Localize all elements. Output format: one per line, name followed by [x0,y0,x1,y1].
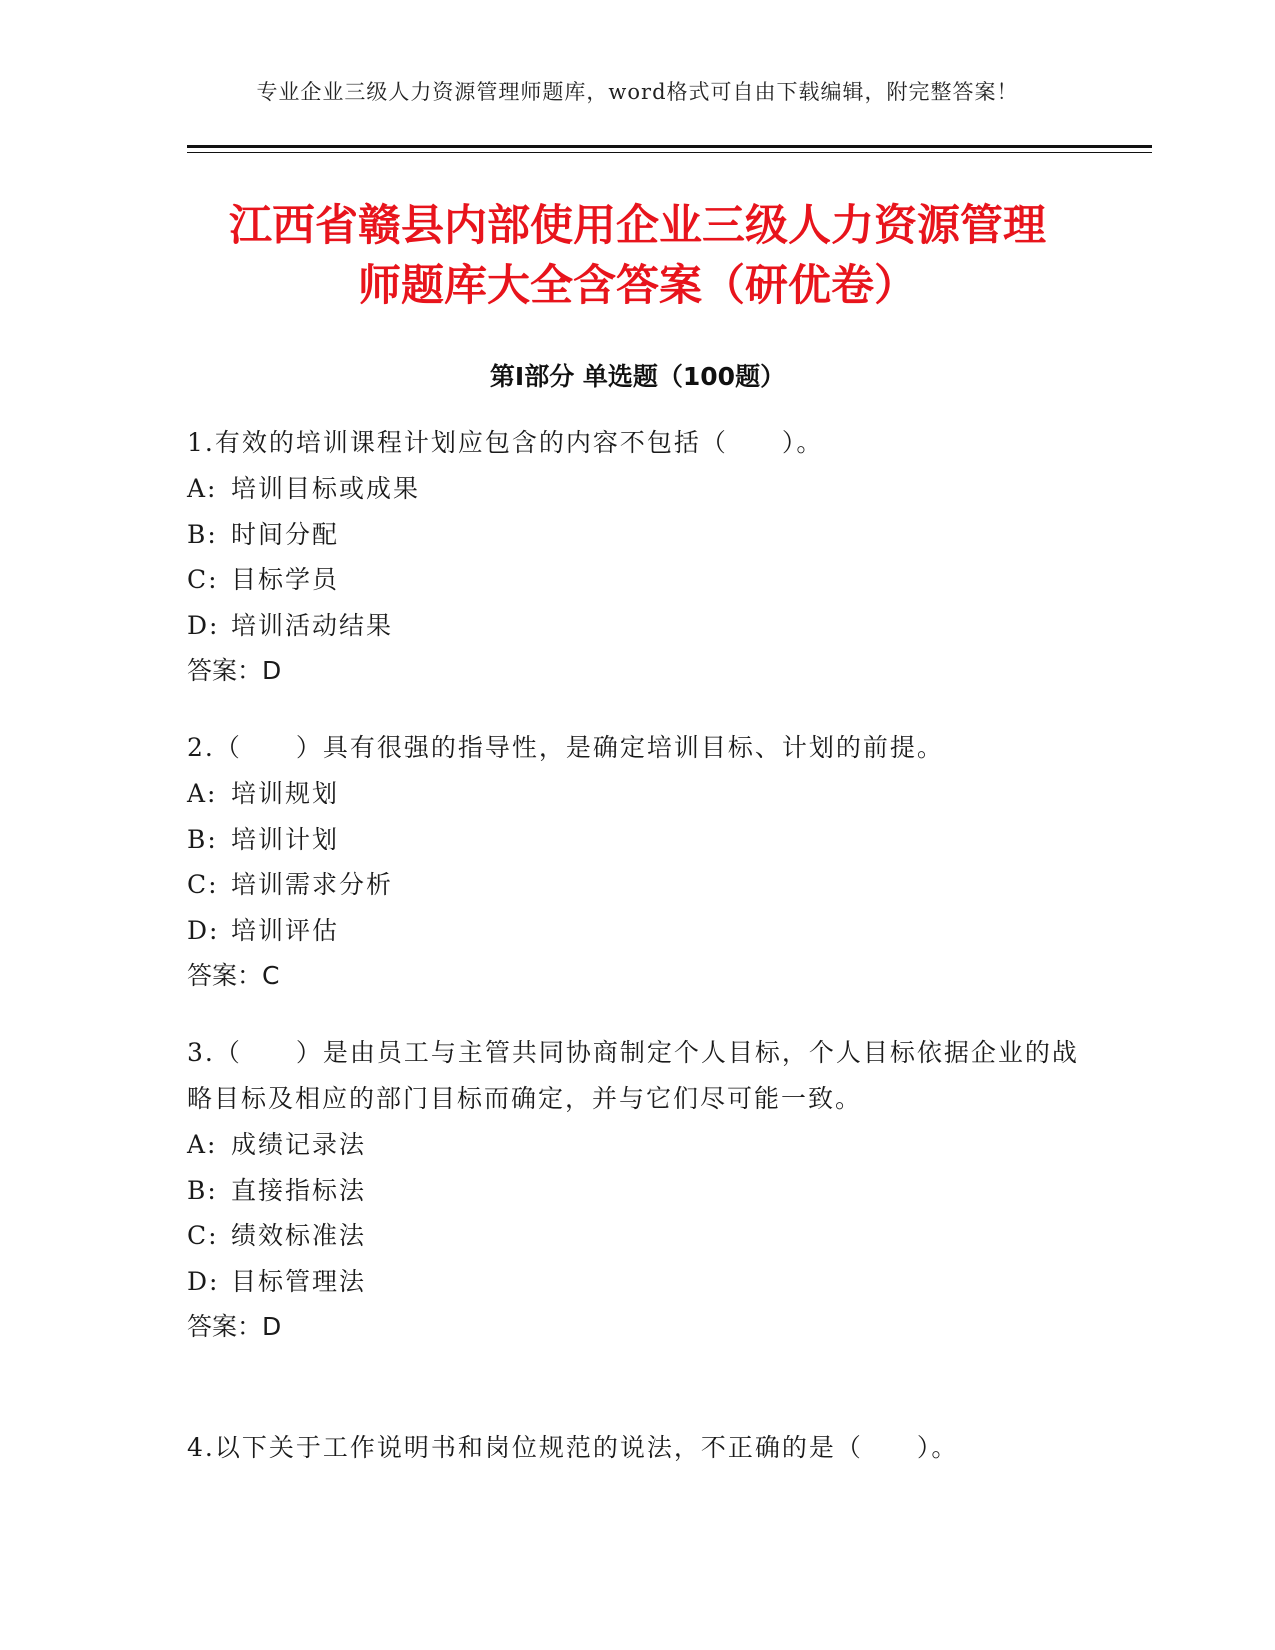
option-text: 培训活动结果 [231,610,394,640]
option-text: 绩效标准法 [231,1221,367,1250]
question-3 [187,1030,1087,1350]
option-c [187,1213,1087,1259]
question-stem: 4.以下关于工作说明书和岗位规范的说法，不正确的是（ ）。 [187,1433,959,1462]
option-key: B: [187,824,218,854]
document-title-line1: 江西省赣县内部使用企业三级人力资源管理 [229,201,1046,251]
option-key: A: [187,779,218,808]
option-text: 目标管理法 [231,1266,367,1296]
option-text: 成绩记录法 [231,1130,367,1159]
question-stem: 1.有效的培训课程计划应包含的内容不包括（ ）。 [187,428,824,457]
option-b [187,512,1087,558]
option-d [187,908,1087,954]
header-rule-thick [187,145,1152,148]
option-text: 培训计划 [231,824,340,854]
answer: 答案：C [187,961,280,990]
header-rule-thin [187,152,1152,153]
question-2 [187,725,1087,999]
option-text: 培训目标或成果 [231,474,421,503]
option-b [187,1168,1087,1214]
question-stem: 2.（ ）具有很强的指导性，是确定培训目标、计划的前提。 [187,733,944,762]
option-a [187,771,1087,817]
option-key: B: [187,519,218,549]
document-title [150,196,1125,316]
option-c [187,557,1087,603]
document-title-line2: 师题库大全含答案（研优卷） [358,261,917,311]
option-text: 培训规划 [231,779,340,808]
option-key: D: [187,1266,220,1296]
answer: 答案：D [187,1312,282,1341]
option-text: 时间分配 [231,519,340,549]
option-key: C: [187,565,219,594]
section-title: 第Ⅰ部分 单选题（100题） [489,362,786,391]
option-d [187,1259,1087,1305]
option-key: A: [187,1130,218,1159]
option-a [187,466,1087,512]
option-key: A: [187,474,218,503]
option-key: C: [187,870,219,899]
header-note: 专业企业三级人力资源管理师题库，word格式可自由下载编辑，附完整答案！ [256,80,1019,104]
option-text: 培训需求分析 [231,870,394,899]
option-d [187,603,1087,649]
option-key: C: [187,1221,219,1250]
option-text: 培训评估 [231,915,340,945]
option-c [187,862,1087,908]
option-key: D: [187,610,220,640]
answer: 答案：D [187,656,282,685]
question-4 [187,1425,1087,1471]
option-b [187,817,1087,863]
question-stem: 3.（ ）是由员工与主管共同协商制定个人目标，个人目标依据企业的战略目标及相应的部门目标而确定，并与它们尽可能一致。 [187,1038,1079,1113]
option-key: D: [187,915,220,945]
option-a [187,1122,1087,1168]
option-text: 直接指标法 [231,1175,367,1205]
question-1 [187,420,1087,694]
option-key: B: [187,1175,218,1205]
option-text: 目标学员 [231,565,340,594]
